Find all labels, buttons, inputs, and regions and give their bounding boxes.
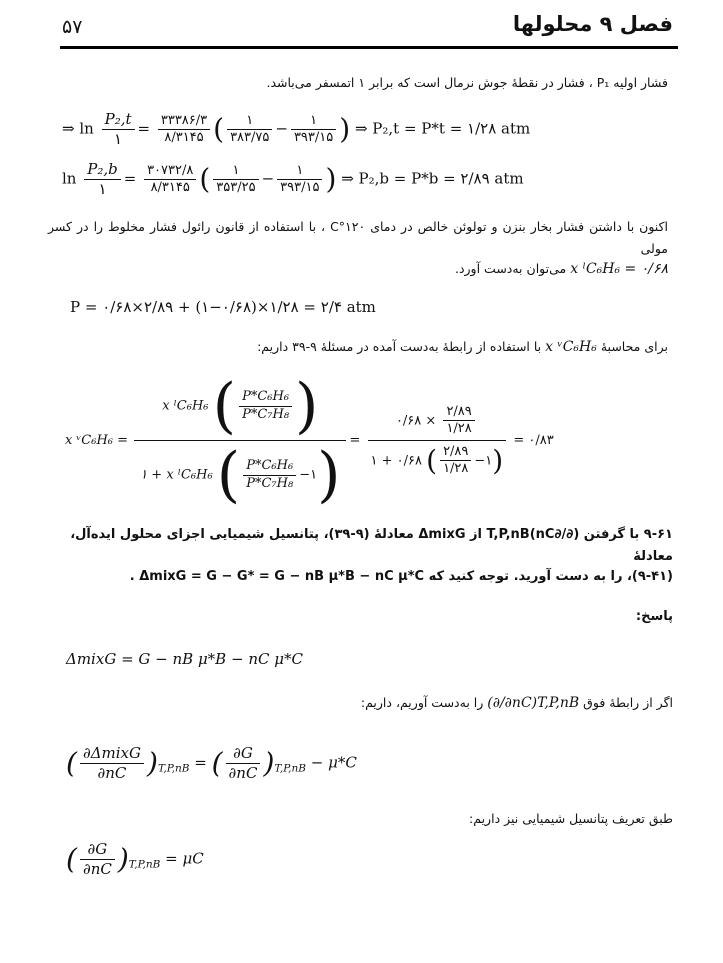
fraction-numerator: P*C₆H₆: [243, 458, 296, 475]
fraction-a: [213, 163, 258, 197]
big-fraction-numerator: x ˡC₆H₆ ( $\frac{\text{P*C₆H₆}}{\text{P*C₇H₈}}$ ): [134, 376, 346, 441]
fraction-numerator: P₂,b: [84, 160, 120, 180]
fraction-right: [226, 744, 261, 783]
numerator-prefix: ۰/۶۸ ×: [395, 412, 437, 428]
fraction-denominator: ۱/۲۸: [446, 420, 472, 436]
paragraph-text: با استفاده از رابطهٔ به‌دست آمده در مسئلهٔ ۹-۳۹ داریم:: [257, 339, 542, 354]
equation-rhs: = μC: [165, 849, 204, 868]
fraction-numerator: ∂G: [226, 744, 261, 764]
fraction-numerator: ۱: [277, 163, 322, 180]
equation-lhs: x ᵛC₆H₆ =: [65, 433, 129, 448]
equation-tail: − μ*C: [310, 753, 357, 772]
pressure-ratio: [243, 458, 296, 492]
denominator-prefix: ۱ + ۰/۶۸: [370, 453, 422, 469]
subscript: T,P,nB: [128, 858, 161, 871]
fraction-energy: [158, 113, 210, 147]
fraction: [80, 840, 115, 879]
ln-label: ln: [79, 119, 94, 138]
problem-statement-line2: (۹-۴۱)، را به دست آورید. توجه کنید که ΔmixG = G − G* = G − nB μ*B − nC μ*C .: [129, 569, 673, 584]
equation-vapor-fraction: x ᵛC₆H₆ = x ˡC₆H₆ ( $\frac{\text{P*C₆H₆}}{\text{P*C₇H₈}}$ ) ۱ + x ˡC₆H₆ ( $\frac{\text{P*C₆H₆}}{\text{P*C₇H₈}}$ −۱) = ۰/۶۸ × $\frac{۲/۸۹}{۱/۲۸}$ ۱ + ۰/۶۸ ( $\frac{۲/۸۹}{۱/۲۸}$ −۱) = ۰/۸۳: [65, 371, 554, 510]
equation-benzene-pressure: ln $\frac{\text{P₂,b}}{۱}$ = $\frac{۳۰۷۳۲/۸}{۸/۳۱۴۵}$ ( $\frac{۱}{۳۵۳/۲۵}$ − $\frac{۱}{۳۹۳/۱۵}$ ) ⇒ P₂,b = P*b = ۲/۸۹ atm: [62, 160, 524, 198]
equation-mixing-gibbs: ΔmixG = G − nB μ*B − nC μ*C: [66, 650, 303, 668]
fraction-denominator: ۱: [114, 129, 123, 148]
subscript: T,P,nB: [274, 762, 306, 775]
fraction-denominator: ۳۵۳/۲۵: [216, 179, 256, 195]
fraction-denominator: ∂nC: [97, 763, 127, 782]
partial-operator: (∂/∂nC)T,P,nB: [487, 695, 580, 711]
page-number: ۵۷: [62, 16, 83, 38]
big-fraction-denominator: ۱ + x ˡC₆H₆ ( $\frac{\text{P*C₆H₆}}{\text{P*C₇H₈}}$ −۱): [140, 440, 341, 510]
equation-result: ⇒ P₂,b = P*b = ۲/۸۹ atm: [341, 169, 524, 188]
numeric-numerator: [368, 404, 507, 442]
numeric-fraction: [368, 404, 507, 478]
equation-partial-derivative: ( $\frac{\text{∂ΔmixG}}{\partial nC}$ )$_{T,P,nB}$ = ( $\frac{\partial G}{\partial nC}$ )$_{T,P,nB} - \mu*C$: [66, 744, 357, 782]
paragraph-text: اگر از رابطهٔ فوق: [583, 695, 673, 710]
fraction-denominator: ۸/۳۱۴۵: [164, 129, 204, 145]
fraction-denominator: ۱/۲۸: [443, 461, 469, 477]
fraction-numerator: ۱: [213, 163, 258, 180]
answer-label: پاسخ:: [635, 609, 673, 624]
paragraph-chemical-potential: طبق تعریف پتانسیل شیمیایی نیز داریم:: [469, 811, 673, 826]
fraction-lhs: [84, 160, 120, 199]
equation-result: = ۰/۸۳: [513, 433, 554, 448]
big-fraction: [134, 371, 346, 510]
fraction-numerator: ۱: [291, 113, 336, 130]
equation-toluene-pressure: ⇒ ln $\frac{\text{P₂,t}}{۱}$ = $\frac{۳۳۳۸۶/۳}{۸/۳۱۴۵}$ ( $\frac{۱}{۳۸۳/۷۵}$ − $\frac{۱}{۳۹۳/۱۵}$ ) ⇒ P₂,t = P*t = ۱/۲۸ atm: [62, 110, 531, 148]
ln-label: ln: [62, 169, 77, 188]
fraction-b: [277, 163, 322, 197]
fraction-denominator: ۳۹۳/۱۵: [280, 179, 320, 195]
ratio-fraction: [440, 444, 471, 478]
fraction-b: [291, 113, 336, 147]
fraction-denominator: ۳۸۳/۷۵: [230, 129, 270, 145]
fraction-numerator: ۲/۸۹: [443, 404, 474, 421]
subscript: T,P,nB: [157, 762, 190, 775]
fraction-a: [227, 113, 272, 147]
paragraph-text: برای محاسبهٔ: [600, 339, 668, 354]
fraction-numerator: ∂G: [80, 840, 115, 860]
minus-one: −۱: [474, 453, 493, 469]
paragraph-raoult-cont: [455, 258, 668, 280]
paragraph-text: را به‌دست آوریم، داریم:: [360, 695, 484, 710]
equation-total-pressure: P = ۰/۶۸×۲/۸۹ + (۱−۰/۶۸)×۱/۲۸ = ۲/۴ atm: [70, 298, 376, 316]
paragraph-text: می‌توان به‌دست آورد.: [454, 261, 567, 276]
paragraph-initial-pressure: فشار اولیه P₁ ، فشار در نقطهٔ جوش نرمال است که برابر ۱ اتمسفر می‌باشد.: [266, 75, 668, 90]
numeric-denominator: ۱ + ۰/۶۸ ( $\frac{۲/۸۹}{۱/۲۸}$ −۱): [370, 443, 504, 477]
fraction-numerator: ۳۰۷۳۲/۸: [144, 163, 196, 180]
equation-chemical-potential: ( $\frac{\partial G}{\partial nC}$ )$_{T,P,nB} = \mu C$: [66, 840, 204, 878]
fraction-numerator: ۳۳۳۸۶/۳: [158, 113, 210, 130]
header-rule: [60, 46, 678, 49]
mole-fraction-liquid: x ˡC₆H₆ = ۰/۶۸: [570, 261, 668, 277]
fraction-numerator: ۲/۸۹: [440, 444, 471, 461]
fraction-denominator: ∂nC: [82, 859, 112, 878]
equation-result: ⇒ P₂,t = P*t = ۱/۲۸ atm: [354, 119, 531, 138]
fraction-numerator: ∂ΔmixG: [80, 744, 144, 764]
paragraph-vapor-fraction: [257, 336, 668, 358]
problem-statement-line1: ۹-۶۱ با گرفتن (∂/∂nC)T,P,nB از ΔmixG معادلهٔ (۹-۳۹)، پتانسیل شیمیایی اجزای محلول ایده‌آل، معادلهٔ: [70, 527, 673, 564]
minus-one: −۱: [299, 467, 318, 483]
denominator-prefix: ۱ + x ˡC₆H₆: [140, 467, 213, 483]
fraction-denominator: ۱: [98, 179, 107, 198]
fraction-lhs: [102, 110, 135, 149]
fraction-numerator: ۱: [227, 113, 272, 130]
fraction-energy: [144, 163, 196, 197]
mole-fraction-vapor: x ᵛC₆H₆: [545, 339, 597, 355]
fraction-denominator: P*C₇H₈: [242, 406, 290, 422]
paragraph-raoult: اکنون با داشتن فشار بخار بنزن و تولوئن خالص در دمای ۱۲۰°C ، با استفاده از قانون رائول فشار مخلوط را در کسر مولی: [48, 219, 668, 256]
fraction-left: [80, 744, 144, 783]
chapter-title: فصل ۹ محلولها: [512, 12, 673, 36]
mole-fraction-liquid: x ˡC₆H₆: [162, 398, 209, 414]
fraction-denominator: ∂nC: [228, 763, 258, 782]
paragraph-derivative: [361, 692, 673, 714]
fraction-numerator: P*C₆H₆: [239, 389, 292, 406]
ratio-fraction: [443, 404, 474, 438]
fraction-numerator: P₂,t: [102, 110, 135, 130]
implies-arrow: ⇒: [62, 119, 75, 138]
fraction-denominator: ۳۹۳/۱۵: [293, 129, 334, 145]
fraction-denominator: ۸/۳۱۴۵: [150, 179, 190, 195]
pressure-ratio: [239, 389, 292, 423]
fraction-denominator: P*C₇H₈: [246, 475, 294, 491]
